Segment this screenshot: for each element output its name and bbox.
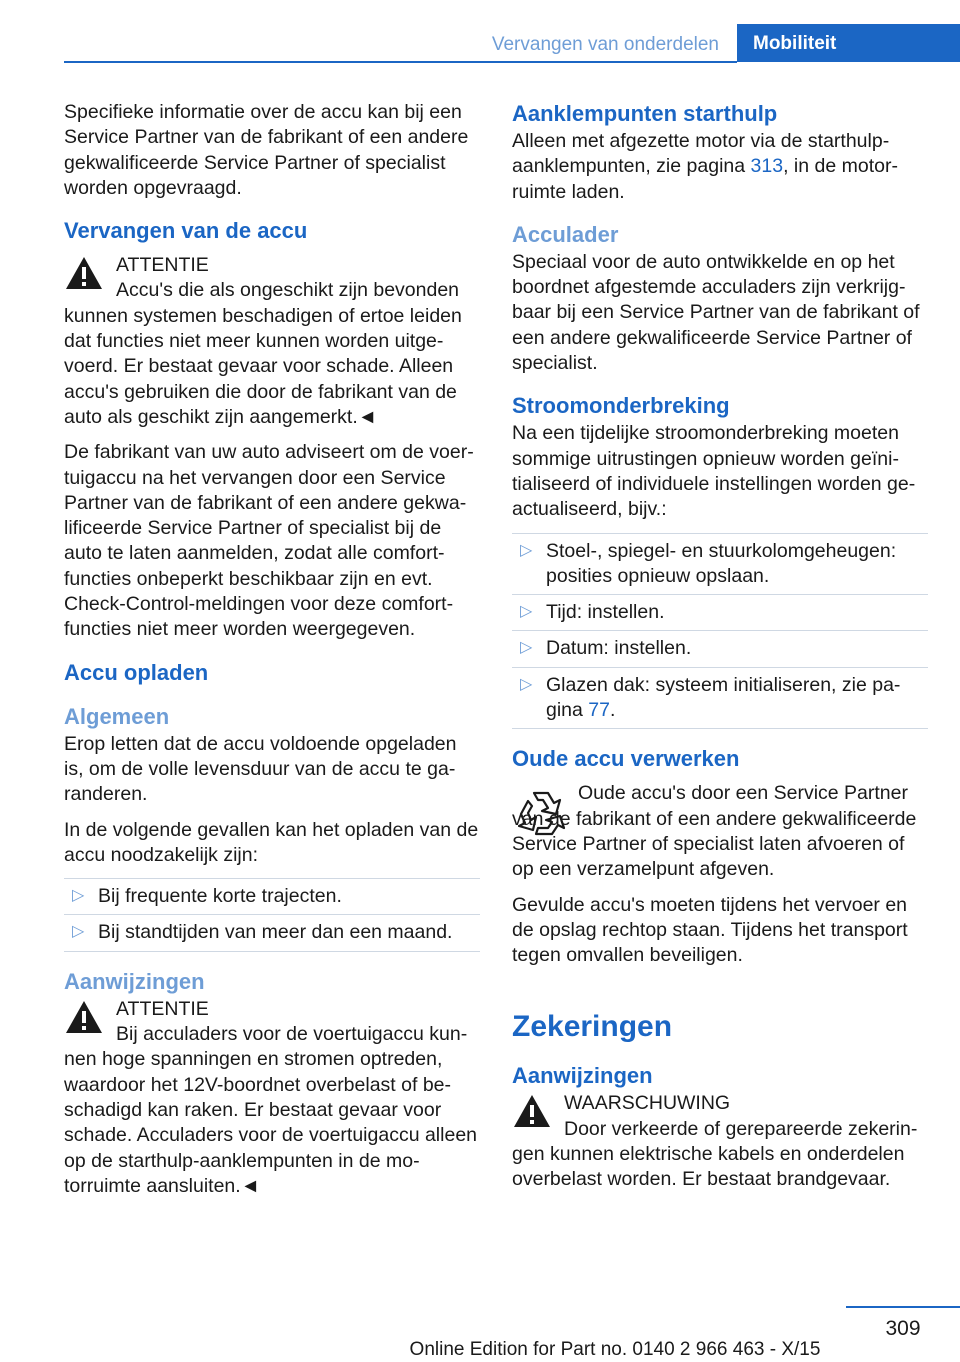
list-item: ▷ Bij frequente korte trajecten. [64, 879, 480, 915]
heading-power-interruption: Stroomonderbreking [512, 393, 730, 419]
heading-general: Algemeen [64, 703, 170, 729]
warning-text: Bij acculaders voor de voertuigaccu kunnen hoge spanningen en stromen optreden, waardoor het 12V-boordnet overbelast of beschadigd kan raken. Er bestaat gevaar voor schade. Acculaders voor de voertuigaccu alleen op de starthulp-aanklempunten in de motorruimte aansluiten.◄ [64, 1023, 478, 1197]
reset-list [512, 533, 928, 730]
triangle-right-icon: ▷ [520, 639, 533, 657]
warning-block-1 [64, 253, 480, 430]
warning-label: ATTENTIE [116, 254, 209, 277]
left-column [64, 100, 480, 1209]
transport-paragraph: Gevulde accu's moeten tijdens het vervoer en de opslag rechtop staan. Tijdens het transport tegen omvallen beveiligen. [512, 893, 908, 967]
edition-line: Online Edition for Part no. 0140 2 966 463 - X/15 [409, 1339, 821, 1360]
heading-dispose-old-battery: Oude accu verwerken [512, 746, 740, 772]
heading-charger: Acculader [512, 221, 619, 247]
list-item: ▷ Stoel-, spiegel- en stuurkolomgeheugen: posities opnieuw opslaan. [512, 534, 928, 596]
list-item: ▷ Bij standtijden van meer dan een maand. [64, 915, 480, 951]
list-item: ▷ Glazen dak: systeem initialiseren, zie pagina 77. [512, 668, 928, 730]
warning-label: ATTENTIE [116, 997, 209, 1020]
cases-intro: In de volgende gevallen kan het opladen van de accu noodzakelijk zijn: [64, 818, 479, 866]
list-item: ▷ Tijd: instellen. [512, 595, 928, 631]
warning-text: Door verkeerde of gerepareerde zekeringen kunnen elektrische kabels en onderdelen overbelast worden. Er bestaat brandgevaar. [512, 1117, 918, 1191]
running-header-chapter: Mobiliteit [737, 24, 960, 62]
warning-triangle-icon [64, 255, 104, 291]
recycle-block [512, 781, 928, 882]
heading-fuses: Zekeringen [512, 1010, 673, 1044]
cases-list [64, 878, 480, 952]
triangle-right-icon: ▷ [520, 541, 533, 559]
warning-text: Accu's die als ongeschikt zijn bevonden kunnen systemen beschadigen of ertoe leiden dat functies niet meer kunnen worden uitgevoerd. Er bestaat gevaar voor schade. Alleen accu's gebruiken die door de fabrikant van de auto als geschikt zijn aangemerkt.◄ [64, 279, 462, 428]
warning-label: WAARSCHUWING [564, 1092, 731, 1115]
recycle-icon [512, 787, 570, 841]
running-header-section: Vervangen van onderdelen [491, 34, 719, 55]
heading-jump-start-points: Aanklempunten starthulp [512, 101, 778, 126]
heading-replace-battery: Vervangen van de accu [64, 218, 308, 244]
page-link-77[interactable]: 77 [588, 699, 610, 722]
warning-block-3 [512, 1091, 928, 1192]
page-number: 309 [885, 1317, 921, 1340]
charger-paragraph: Speciaal voor de auto ontwikkelde en op het boordnet afgestemde acculaders zijn verkrijgbaar bij een Service Partner van de fabrikant of een andere gekwalificeerde Service Partner of specialist. [512, 250, 920, 375]
triangle-right-icon: ▷ [520, 603, 533, 621]
list-item: ▷ Datum: instellen. [512, 631, 928, 667]
warning-triangle-icon [64, 999, 104, 1035]
intro-paragraph: Specifieke informatie over de accu kan bij een Service Partner van de fabrikant of een andere gekwalificeerde Service Partner of specialist worden opgevraagd. [64, 101, 469, 199]
jump-paragraph: Alleen met afgezette motor via de starthulpaanklempunten, zie pagina 313, in de motorruimte laden. [512, 130, 898, 203]
right-column [512, 100, 928, 1203]
warning-triangle-icon [512, 1093, 552, 1129]
power-paragraph: Na een tijdelijke stroomonderbreking moeten sommige uitrustingen opnieuw worden geïnitialiseerd of individuele instellingen worden geactualiseerd, bijv.: [512, 422, 916, 521]
header-rule [64, 61, 737, 63]
heading-fuse-notes: Aanwijzingen [512, 1063, 653, 1089]
triangle-right-icon: ▷ [520, 675, 533, 693]
footer-rule [846, 1306, 960, 1308]
general-paragraph: Erop letten dat de accu voldoende opgeladen is, om de volle levensduur van de accu te garanderen. [64, 732, 457, 806]
page-link-313[interactable]: 313 [750, 155, 784, 178]
triangle-right-icon: ▷ [72, 923, 85, 941]
recycle-text: Oude accu's door een Service Partner van de fabrikant of een andere gekwalificeerde Service Partner of specialist laten afvoeren of op een verzamelpunt afgeven. [512, 782, 917, 881]
heading-charge-battery: Accu opladen [64, 659, 209, 685]
heading-notes: Aanwijzingen [64, 968, 205, 994]
warning-block-2 [64, 997, 480, 1199]
triangle-right-icon: ▷ [72, 887, 85, 905]
register-paragraph: De fabrikant van uw auto adviseert om de voertuigaccu na het vervangen door een Service Partner van de fabrikant of een andere gekwalificeerde Service Partner of specialist bij de auto te laten aanmelden, zodat alle comfortfuncties onbeperkt beschikbaar zijn en evt. Check-Control-meldingen voor deze comfortfuncties niet meer worden weergegeven. [64, 441, 474, 641]
